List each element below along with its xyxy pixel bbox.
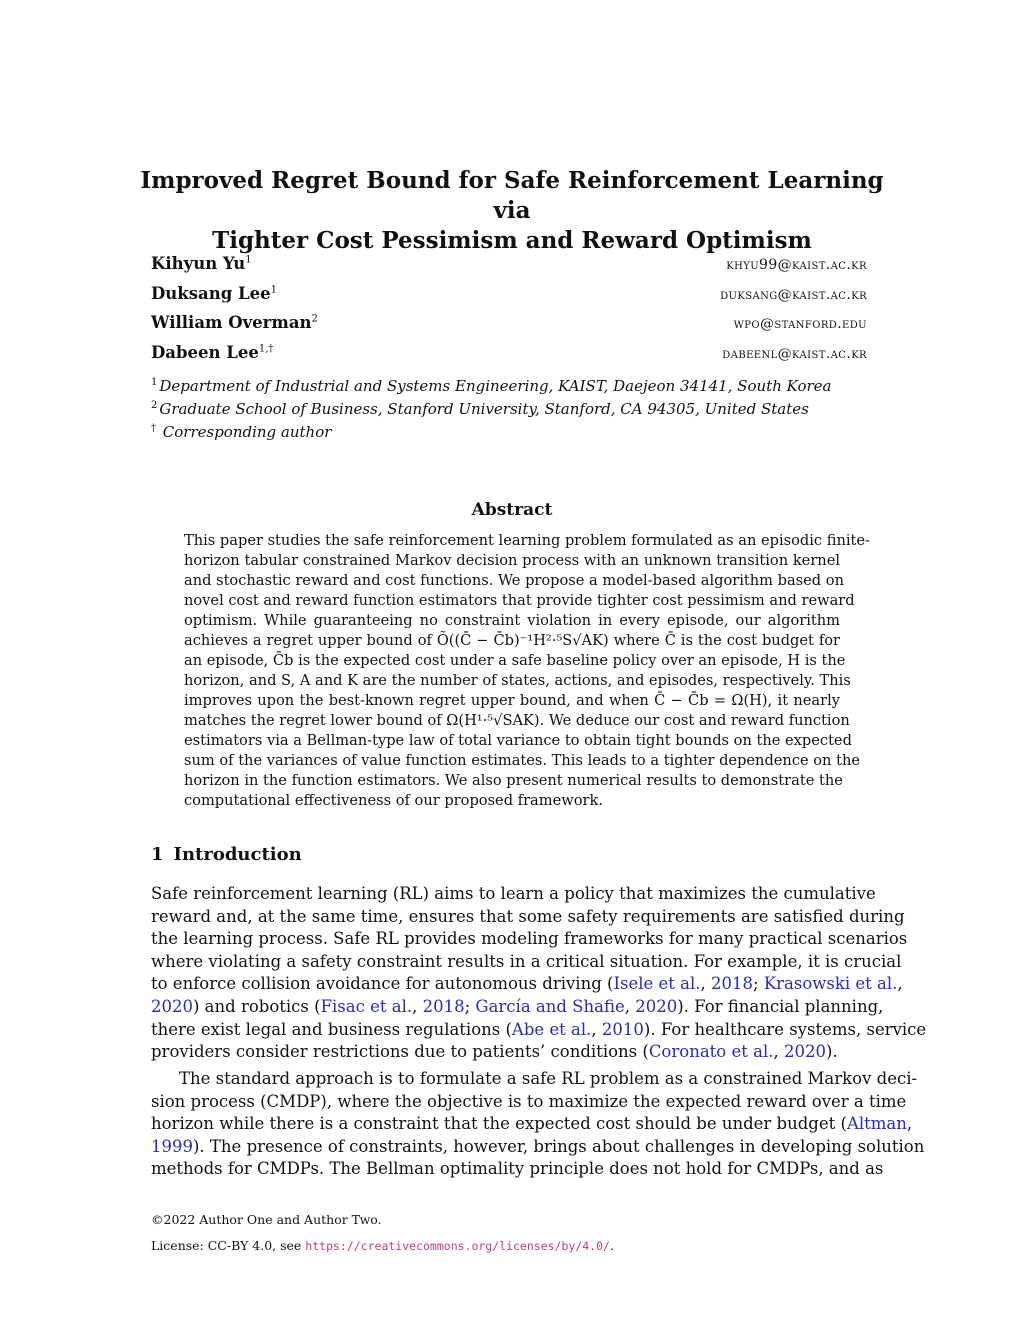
- affiliation: † Corresponding author: [151, 423, 332, 441]
- abstract-line: horizon, and S, A and K are the number of states, actions, and episodes, respectively. This: [184, 672, 851, 689]
- intro-paragraph-2: [151, 1068, 925, 1181]
- author-row: [151, 343, 867, 367]
- text-line: sion process (CMDP), where the objective is to maximize the expected reward over a time: [151, 1091, 907, 1111]
- license-notice: License: CC-BY 4.0, see https://creativecommons.org/licenses/by/4.0/.: [151, 1238, 614, 1253]
- abstract-heading: Abstract: [471, 500, 553, 520]
- abstract-line: computational effectiveness of our proposed framework.: [184, 792, 603, 809]
- author-email[interactable]: duksang@kaist.ac.kr: [720, 287, 867, 303]
- text-line: 1999). The presence of constraints, however, brings about challenges in developing solution: [151, 1136, 925, 1156]
- copyright-notice: ©2022 Author One and Author Two.: [151, 1212, 382, 1227]
- citation-link[interactable]: Abe et al.: [511, 1019, 592, 1039]
- author-name: Duksang Lee$^1$: [151, 284, 277, 303]
- abstract-line: sum of the variances of value function estimates. This leads to a tighter dependence on the: [184, 752, 860, 769]
- abstract-line: horizon tabular constrained Markov decision process with an unknown transition kernel: [184, 552, 840, 569]
- abstract-line: matches the regret lower bound of Ω(H¹·⁵√SAK). We deduce our cost and reward function: [184, 712, 850, 729]
- text-line: the learning process. Safe RL provides modeling frameworks for many practical scenarios: [151, 929, 908, 949]
- citation-link[interactable]: 2020: [151, 996, 193, 1016]
- citation-link[interactable]: 2018: [711, 974, 754, 994]
- abstract-line: and stochastic reward and cost functions. We propose a model-based algorithm based on: [184, 572, 844, 589]
- author-email[interactable]: wpo@stanford.edu: [733, 316, 867, 332]
- abstract-line: improves upon the best-known regret upper bound, and when C̄ − C̄b = Ω(H), it nearly: [184, 692, 840, 709]
- author-row: [151, 254, 867, 278]
- text-line: horizon while there is a constraint that the expected cost should be under budget (Altman,: [151, 1114, 913, 1134]
- author-email[interactable]: dabeenl@kaist.ac.kr: [722, 346, 867, 362]
- paper-title: [130, 166, 894, 256]
- citation-link[interactable]: 2018: [422, 996, 465, 1016]
- text-line: reward and, at the same time, ensures that some safety requirements are satisfied during: [151, 906, 905, 926]
- affiliation: $^1$ Department of Industrial and Systems Engineering, KAIST, Daejeon 34141, South Korea: [151, 377, 832, 395]
- section-heading: 1 Introduction: [151, 844, 302, 865]
- abstract-line: horizon in the function estimators. We also present numerical results to demonstrate the: [184, 772, 843, 789]
- citation-link[interactable]: 2020: [635, 996, 678, 1016]
- abstract-line: optimism. While guaranteeing no constraint violation in every episode, our algorithm: [184, 612, 840, 629]
- author-name: William Overman$^2$: [151, 313, 318, 332]
- text-line: providers consider restrictions due to patients’ conditions (Coronato et al., 2020).: [151, 1042, 838, 1062]
- citation-link[interactable]: Isele et al.: [613, 974, 701, 994]
- citation-link[interactable]: Altman: [846, 1114, 907, 1134]
- title-line-1: Improved Regret Bound for Safe Reinforcement Learning via: [140, 167, 884, 224]
- text-line: Safe reinforcement learning (RL) aims to learn a policy that maximizes the cumulative: [151, 884, 876, 903]
- text-line: where violating a safety constraint results in a critical situation. For example, it is crucial: [151, 951, 902, 971]
- intro-paragraph-1: [151, 883, 927, 1064]
- citation-link[interactable]: Fisac et al.: [320, 996, 413, 1016]
- citation-link[interactable]: García and Shafie: [475, 996, 625, 1016]
- text-line: 2020) and robotics (Fisac et al., 2018; García and Shafie, 2020). For financial planning,: [151, 996, 884, 1016]
- citation-link[interactable]: 2010: [601, 1019, 644, 1039]
- abstract-line: estimators via a Bellman-type law of total variance to obtain tight bounds on the expected: [184, 732, 852, 749]
- abstract-body: [184, 531, 870, 811]
- affiliation: $^2$ Graduate School of Business, Stanford University, Stanford, CA 94305, United States: [151, 400, 809, 418]
- text-line: there exist legal and business regulations (Abe et al., 2010). For healthcare systems, service: [151, 1019, 927, 1039]
- abstract-line: novel cost and reward function estimators that provide tighter cost pessimism and reward: [184, 592, 855, 609]
- author-row: [151, 313, 867, 337]
- author-name: Dabeen Lee$^{1,\dagger}$: [151, 343, 274, 362]
- text-line: to enforce collision avoidance for autonomous driving (Isele et al., 2018; Krasowski et al.,: [151, 974, 903, 994]
- abstract-line: an episode, C̄b is the expected cost under a safe baseline policy over an episode, H is the: [184, 652, 846, 669]
- author-row: [151, 284, 867, 308]
- text-line: The standard approach is to formulate a safe RL problem as a constrained Markov deci-: [179, 1069, 918, 1088]
- license-url-link[interactable]: https://creativecommons.org/licenses/by/4.0/: [305, 1239, 610, 1253]
- citation-link[interactable]: 2020: [783, 1042, 826, 1062]
- citation-link[interactable]: 1999: [151, 1136, 193, 1156]
- citation-link[interactable]: Coronato et al.: [648, 1042, 774, 1062]
- text-line: methods for CMDPs. The Bellman optimality principle does not hold for CMDPs, and as: [151, 1159, 884, 1179]
- abstract-line: This paper studies the safe reinforcement learning problem formulated as an episodic finite-: [184, 532, 870, 549]
- title-line-2: Tighter Cost Pessimism and Reward Optimism: [212, 227, 812, 254]
- citation-link[interactable]: Krasowski et al.: [763, 974, 898, 994]
- arxiv-side-stamp: [2, 360, 62, 940]
- author-name: Kihyun Yu$^1$: [151, 254, 252, 273]
- author-email[interactable]: khyu99@kaist.ac.kr: [726, 257, 867, 273]
- abstract-line: achieves a regret upper bound of Õ((C̄ − C̄b)⁻¹H²·⁵S√AK) where C̄ is the cost budget for: [184, 632, 840, 649]
